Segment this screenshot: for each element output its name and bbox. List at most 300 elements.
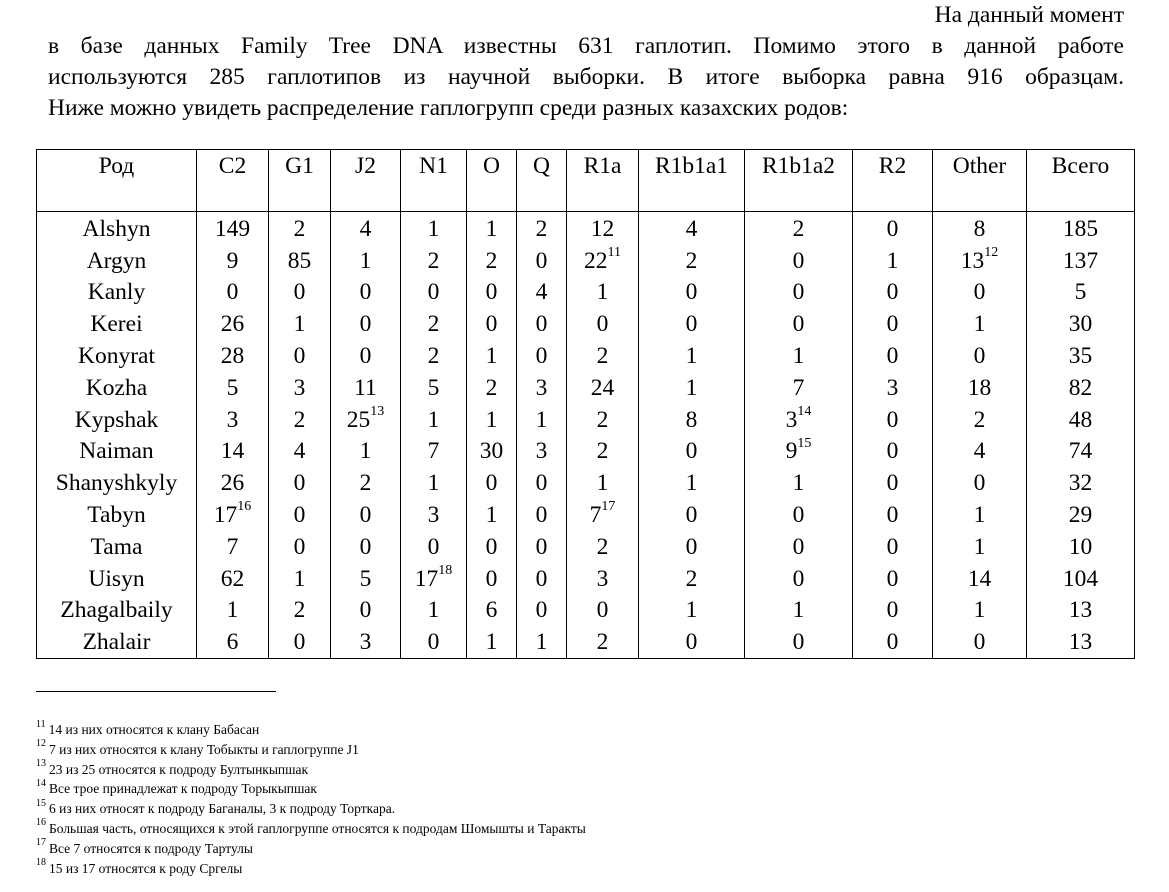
cell-value: 26 [220,470,245,497]
value-cell [567,436,639,468]
value-cell [853,212,933,245]
intro-paragraph [48,0,1124,124]
value-cell [331,467,401,499]
value-cell [331,563,401,595]
column-header: Other [933,150,1027,212]
value-cell [639,531,745,563]
cell-value: 0 [685,502,698,529]
cell-value: 1 [485,502,498,529]
value-cell [517,340,567,372]
cell-value: 0 [485,533,498,560]
value-cell [639,595,745,627]
cell-value: 0 [427,533,440,560]
cell-value: Tabyn [87,502,146,529]
table-row [37,531,1135,563]
value-cell [933,277,1027,309]
value-cell [517,626,567,658]
table-row [37,404,1135,436]
cell-value: 11 [354,374,377,401]
value-cell [745,436,853,468]
value-cell [467,372,517,404]
cell-value: 3 [226,406,239,433]
cell-value: 10 [1068,533,1093,560]
value-cell [745,531,853,563]
cell-value: 28 [220,343,245,370]
cell-value: Kerei [90,311,143,338]
value-cell [853,277,933,309]
footnote-number: 18 [36,857,46,869]
value-cell [567,372,639,404]
value-cell [1027,308,1135,340]
value-cell [331,308,401,340]
column-header: C2 [197,150,269,212]
value-cell [933,563,1027,595]
cell-value: 0 [886,343,899,370]
value-cell [269,499,331,531]
column-header: Всего [1027,150,1135,212]
footnote-number: 11 [36,718,46,730]
value-cell [401,595,467,627]
table-row [37,308,1135,340]
value-cell [401,467,467,499]
table-body [37,212,1135,659]
cell-value: 185 [1062,215,1099,242]
cell-value: 7 [589,502,602,529]
value-cell [639,436,745,468]
value-cell [933,436,1027,468]
value-cell [269,372,331,404]
cell-value: 1 [973,533,986,560]
value-cell [269,340,331,372]
value-cell [567,404,639,436]
table-header-row [37,150,1135,212]
paragraph-line: в базе данных Family Tree DNA известны 631 гаплотип. Помимо этого в данной работе [48,33,1124,59]
footnote-number: 17 [36,837,46,849]
value-cell [933,531,1027,563]
cell-value: 1 [792,343,805,370]
value-cell [467,436,517,468]
cell-value: 0 [293,279,306,306]
cell-value: 1 [596,279,609,306]
footnote-reference[interactable]: 15 [797,435,812,451]
clan-name-cell [37,531,197,563]
cell-value: 17 [213,502,238,529]
footnote-number: 12 [36,738,46,750]
clan-name-cell [37,626,197,658]
value-cell [331,212,401,245]
cell-value: 0 [886,215,899,242]
value-cell [853,499,933,531]
clan-name-cell [37,277,197,309]
paragraph-line: На данный момент [934,2,1124,28]
cell-value: Argyn [86,247,147,274]
value-cell [269,436,331,468]
cell-value: 1 [359,438,372,465]
value-cell [853,467,933,499]
cell-value: 8 [973,215,986,242]
footnote-number: 15 [36,797,46,809]
footnote-reference[interactable]: 11 [607,244,621,260]
value-cell [1027,436,1135,468]
value-cell [1027,467,1135,499]
value-cell [269,531,331,563]
value-cell [467,499,517,531]
cell-value: 1 [427,597,440,624]
cell-value: 1 [427,215,440,242]
value-cell [1027,245,1135,277]
clan-name-cell [37,499,197,531]
table-row [37,277,1135,309]
cell-value: 0 [792,533,805,560]
value-cell [467,308,517,340]
footnote [36,740,936,760]
value-cell [517,563,567,595]
cell-value: 0 [973,629,986,656]
value-cell [467,340,517,372]
paragraph-line: Ниже можно увидеть распределение гаплогрупп среди разных казахских родов: [48,95,849,121]
cell-value: 2 [485,374,498,401]
column-header: G1 [269,150,331,212]
cell-value: 0 [886,279,899,306]
cell-value: 0 [792,502,805,529]
value-cell [745,595,853,627]
cell-value: 1 [359,247,372,274]
clan-name-cell [37,436,197,468]
cell-value: 25 [346,406,371,433]
value-cell [197,531,269,563]
cell-value: 6 [226,629,239,656]
cell-value: Shanyshkyly [55,470,178,497]
cell-value: 149 [214,215,251,242]
value-cell [331,499,401,531]
table-row [37,563,1135,595]
cell-value: 4 [359,215,372,242]
cell-value: 3 [596,565,609,592]
value-cell [331,277,401,309]
cell-value: 1 [886,247,899,274]
value-cell [269,595,331,627]
value-cell [331,595,401,627]
value-cell [1027,626,1135,658]
column-header: O [467,150,517,212]
value-cell [745,626,853,658]
value-cell [517,212,567,245]
clan-name-cell [37,404,197,436]
value-cell [745,245,853,277]
cell-value: 2 [792,215,805,242]
cell-value: 104 [1062,565,1099,592]
value-cell [269,404,331,436]
cell-value: 4 [685,215,698,242]
table-row [37,372,1135,404]
cell-value: 48 [1068,406,1093,433]
cell-value: 85 [287,247,312,274]
cell-value: 12 [590,215,615,242]
cell-value: 2 [427,311,440,338]
cell-value: 17 [414,565,439,592]
cell-value: 6 [485,597,498,624]
cell-value: 26 [220,311,245,338]
cell-value: 4 [293,438,306,465]
footnotes [36,720,936,878]
cell-value: 0 [226,279,239,306]
value-cell [853,340,933,372]
clan-name-cell [37,212,197,245]
cell-value: 0 [792,565,805,592]
cell-value: 2 [973,406,986,433]
value-cell [745,277,853,309]
cell-value: 0 [535,502,548,529]
cell-value: 30 [479,438,504,465]
cell-value: 2 [359,470,372,497]
cell-value: Alshyn [82,215,151,242]
value-cell [933,404,1027,436]
cell-value: 3 [535,438,548,465]
value-cell [197,308,269,340]
table-row [37,626,1135,658]
cell-value: 0 [886,629,899,656]
value-cell [567,245,639,277]
cell-value: 0 [596,597,609,624]
value-cell [197,245,269,277]
cell-value: 1 [792,470,805,497]
value-cell [517,595,567,627]
value-cell [639,277,745,309]
value-cell [467,212,517,245]
footnote [36,839,936,859]
value-cell [401,277,467,309]
cell-value: 3 [535,374,548,401]
column-header: Род [37,150,197,212]
value-cell [269,467,331,499]
value-cell [567,595,639,627]
cell-value: 0 [535,343,548,370]
cell-value: 18 [967,374,992,401]
footnote-text: Все трое принадлежат к подроду Торыкыпшак [49,781,317,797]
cell-value: 1 [293,565,306,592]
value-cell [745,404,853,436]
cell-value: 0 [792,247,805,274]
cell-value: 1 [485,343,498,370]
cell-value: Tama [90,533,143,560]
clan-name-cell [37,595,197,627]
footnote [36,819,936,839]
value-cell [197,436,269,468]
table-row [37,467,1135,499]
value-cell [933,245,1027,277]
cell-value: 8 [685,406,698,433]
value-cell [853,308,933,340]
clan-name-cell [37,245,197,277]
value-cell [567,563,639,595]
value-cell [567,308,639,340]
cell-value: 13 [1068,597,1093,624]
cell-value: 0 [535,597,548,624]
value-cell [933,499,1027,531]
footnote-reference[interactable]: 17 [601,499,616,515]
cell-value: 1 [973,311,986,338]
cell-value: 1 [973,502,986,529]
value-cell [933,340,1027,372]
value-cell [639,467,745,499]
value-cell [567,531,639,563]
cell-value: 0 [535,470,548,497]
cell-value: 0 [886,533,899,560]
value-cell [933,626,1027,658]
value-cell [567,467,639,499]
cell-value: 0 [535,247,548,274]
footnote-text: 15 из 17 относятся к роду Сргелы [49,860,243,876]
cell-value: Kanly [87,279,146,306]
value-cell [517,372,567,404]
cell-value: 2 [596,438,609,465]
cell-value: 1 [485,215,498,242]
cell-value: 0 [886,438,899,465]
value-cell [639,372,745,404]
footnote-number: 13 [36,758,46,770]
cell-value: 0 [359,343,372,370]
footnote-separator [36,691,276,692]
value-cell [639,404,745,436]
cell-value: 13 [960,247,985,274]
paragraph-line: используются 285 гаплотипов из научной выборки. В итоге выборка равна 916 образцам. [48,64,1124,90]
value-cell [567,626,639,658]
value-cell [933,595,1027,627]
value-cell [197,277,269,309]
footnote-reference[interactable]: 16 [237,499,252,515]
value-cell [517,404,567,436]
cell-value: 0 [535,565,548,592]
cell-value: 0 [293,533,306,560]
footnote-reference[interactable]: 14 [797,403,812,419]
table-row [37,499,1135,531]
cell-value: 14 [220,438,245,465]
cell-value: 3 [785,406,798,433]
value-cell [1027,277,1135,309]
cell-value: 1 [685,374,698,401]
cell-value: 0 [685,629,698,656]
value-cell [517,436,567,468]
footnote-reference[interactable]: 18 [438,562,453,578]
value-cell [853,563,933,595]
value-cell [401,499,467,531]
cell-value: 2 [685,247,698,274]
footnote-reference[interactable]: 12 [984,244,999,260]
value-cell [745,340,853,372]
footnote [36,859,936,879]
footnote-number: 14 [36,777,46,789]
cell-value: Zhalair [82,629,151,656]
cell-value: 1 [685,597,698,624]
value-cell [467,467,517,499]
footnote [36,799,936,819]
cell-value: 0 [535,311,548,338]
value-cell [853,404,933,436]
column-header: N1 [401,150,467,212]
value-cell [1027,595,1135,627]
cell-value: 0 [973,343,986,370]
footnote-reference[interactable]: 13 [370,403,385,419]
value-cell [269,212,331,245]
cell-value: 74 [1068,438,1093,465]
value-cell [331,245,401,277]
cell-value: 0 [359,279,372,306]
cell-value: Kypshak [74,406,159,433]
footnote-text: 23 из 25 относятся к подроду Бултынкыпшак [49,761,309,777]
cell-value: 0 [293,629,306,656]
cell-value: 9 [785,438,798,465]
cell-value: 0 [886,406,899,433]
value-cell [1027,563,1135,595]
cell-value: 2 [427,247,440,274]
footnote-text: 14 из них относятся к клану Бабасан [48,722,260,737]
value-cell [639,626,745,658]
value-cell [853,436,933,468]
table-row [37,436,1135,468]
value-cell [197,467,269,499]
cell-value: 82 [1068,374,1093,401]
cell-value: 0 [485,470,498,497]
cell-value: 0 [886,502,899,529]
cell-value: 0 [485,565,498,592]
cell-value: 2 [293,406,306,433]
value-cell [1027,404,1135,436]
cell-value: 5 [226,374,239,401]
value-cell [517,499,567,531]
cell-value: 2 [293,597,306,624]
value-cell [567,340,639,372]
cell-value: 1 [535,629,548,656]
value-cell [567,277,639,309]
value-cell [401,563,467,595]
column-header: R1b1a2 [745,150,853,212]
value-cell [639,340,745,372]
value-cell [467,277,517,309]
value-cell [853,531,933,563]
value-cell [197,372,269,404]
cell-value: 7 [792,374,805,401]
value-cell [197,595,269,627]
value-cell [853,245,933,277]
value-cell [197,499,269,531]
cell-value: 9 [226,247,239,274]
cell-value: 0 [485,311,498,338]
cell-value: 5 [1074,279,1087,306]
column-header: R1a [567,150,639,212]
value-cell [1027,372,1135,404]
clan-name-cell [37,308,197,340]
cell-value: 2 [293,215,306,242]
value-cell [467,626,517,658]
value-cell [567,212,639,245]
value-cell [401,212,467,245]
value-cell [639,212,745,245]
value-cell [467,531,517,563]
footnote [36,779,936,799]
value-cell [517,467,567,499]
value-cell [517,277,567,309]
value-cell [401,308,467,340]
cell-value: 14 [967,565,992,592]
cell-value: Kozha [85,374,148,401]
cell-value: Zhagalbaily [60,597,173,624]
value-cell [269,626,331,658]
cell-value: 4 [535,279,548,306]
value-cell [467,563,517,595]
value-cell [745,372,853,404]
value-cell [197,626,269,658]
column-header: J2 [331,150,401,212]
